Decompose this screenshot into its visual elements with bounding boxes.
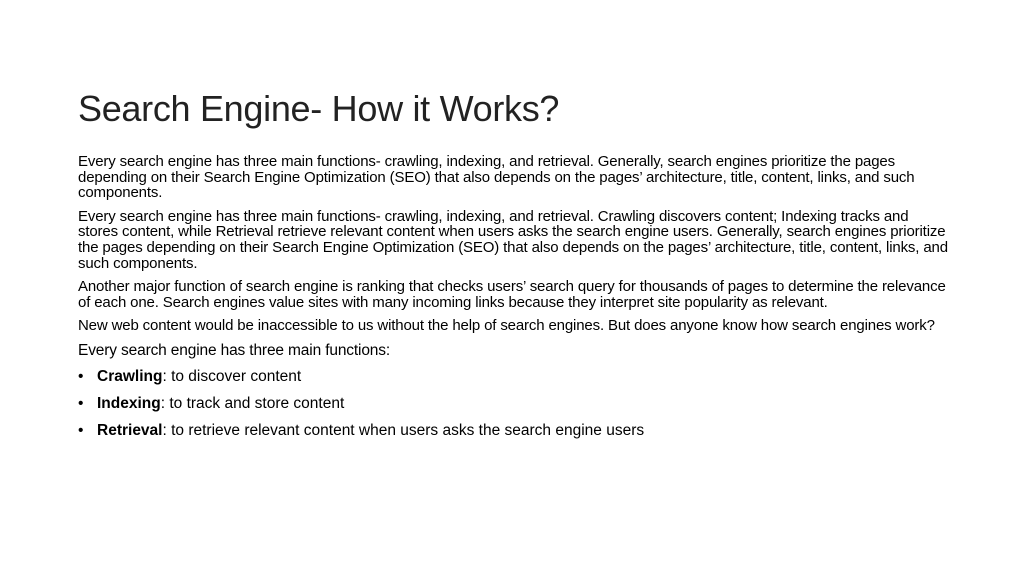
term-retrieval: Retrieval	[97, 421, 163, 439]
list-item-crawling	[78, 367, 948, 387]
description-crawling: : to discover content	[162, 367, 302, 385]
term-crawling: Crawling	[97, 367, 163, 385]
paragraph-ranking: Another major function of search engine is ranking that checks users’ search query for thousands of pages to determine the relevance of each one. Search engines value sites with many incoming links because they interpret site popularity as relevant.	[78, 278, 946, 311]
functions-list	[78, 367, 948, 441]
description-indexing: : to track and store content	[160, 394, 345, 412]
paragraph-overview: Every search engine has three main functions- crawling, indexing, and retrieval. Generally, search engines prioritize the pages depending on their Search Engine Optimization (SEO) that also depends on the pages’ architecture, title, content, links, and such components.	[78, 153, 915, 202]
paragraph-functions-detail: Every search engine has three main functions- crawling, indexing, and retrieval. Crawling discovers content; Indexing tracks and stores content, while Retrieval retrieve relevant content when users asks the search engine users. Generally, search engines prioritize the pages depending on their Search Engine Optimization (SEO) that also depends on the pages’ architecture, title, content, links, and such components.	[78, 207, 948, 272]
bullet-icon: •	[78, 421, 84, 439]
slide-title: Search Engine- How it Works?	[78, 88, 560, 130]
slide-body	[78, 154, 948, 448]
paragraph-lead-in: Every search engine has three main functions:	[78, 341, 391, 359]
list-item-indexing	[78, 394, 948, 414]
paragraph-importance: New web content would be inaccessible to us without the help of search engines. But does anyone know how search engines work?	[78, 317, 935, 335]
list-item-retrieval	[78, 421, 948, 441]
bullet-icon: •	[78, 367, 84, 385]
term-indexing: Indexing	[97, 394, 161, 412]
bullet-icon: •	[78, 394, 84, 412]
description-retrieval: : to retrieve relevant content when users asks the search engine users	[162, 421, 645, 439]
